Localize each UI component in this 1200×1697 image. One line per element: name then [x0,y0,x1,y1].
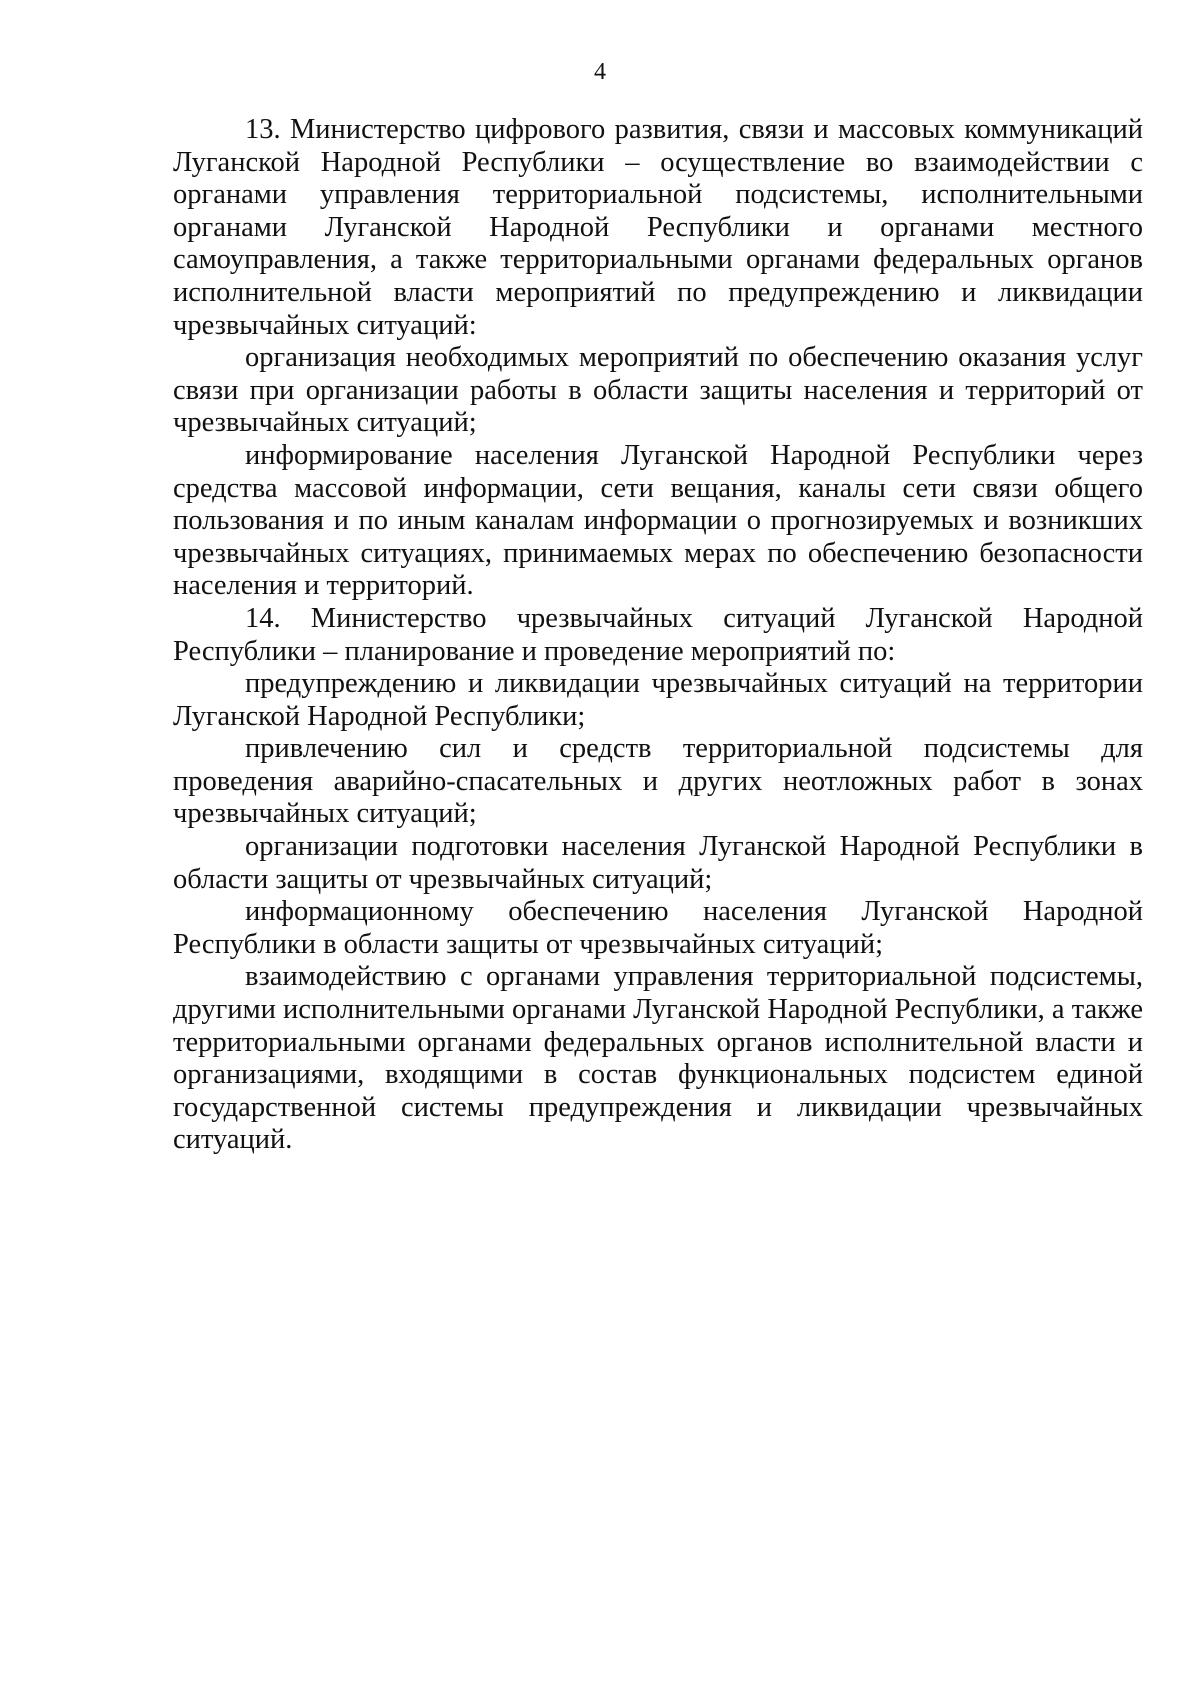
paragraph-population-training: организации подготовки населения Луганской Народной Республики в области защиты от чрезвычайных ситуаций; [173,831,1143,895]
document-body [173,114,1143,1157]
paragraph-14-ministry-emergency: 14. Министерство чрезвычайных ситуаций Луганской Народной Республики – планирование и проведение мероприятий по: [173,602,1143,667]
paragraph-communication-services: организация необходимых мероприятий по обеспечению оказания услуг связи при организации работы в области защиты населения и территорий от чрезвычайных ситуаций; [173,342,1143,439]
paragraph-forces-involvement: привлечению сил и средств территориальной подсистемы для проведения аварийно-спасательных и других неотложных работ в зонах чрезвычайных ситуаций; [173,733,1143,830]
paragraph-information-support: информационному обеспечению населения Луганской Народной Республики в области защиты от чрезвычайных ситуаций; [173,896,1143,960]
page-number: 4 [594,59,606,85]
paragraph-13-ministry-digital: 13. Министерство цифрового развития, связи и массовых коммуникаций Луганской Народной Республики – осуществление во взаимодействии с органами управления территориальной подсистемы, исполнительными органами Луганской Народной Республики и органами местного самоуправления, а также территориальными органами федеральных органов исполнительной власти мероприятий по предупреждению и ликвидации чрезвычайных ситуаций: [173,114,1143,341]
paragraph-public-informing: информирование населения Луганской Народной Республики через средства массовой информации, сети вещания, каналы сети связи общего пользования и по иным каналам информации о прогнозируемых и возникших чрезвычайных ситуациях, принимаемых мерах по обеспечению безопасности населения и территорий. [173,439,1143,602]
paragraph-prevention: предупреждению и ликвидации чрезвычайных ситуаций на территории Луганской Народной Республики; [173,668,1143,732]
paragraph-interaction: взаимодействию с органами управления территориальной подсистемы, другими исполнительными органами Луганской Народной Республики, а также территориальными органами федеральных органов исполнительной власти и организациями, входящими в состав функциональных подсистем единой государственной системы предупреждения и ликвидации чрезвычайных ситуаций. [173,961,1143,1156]
